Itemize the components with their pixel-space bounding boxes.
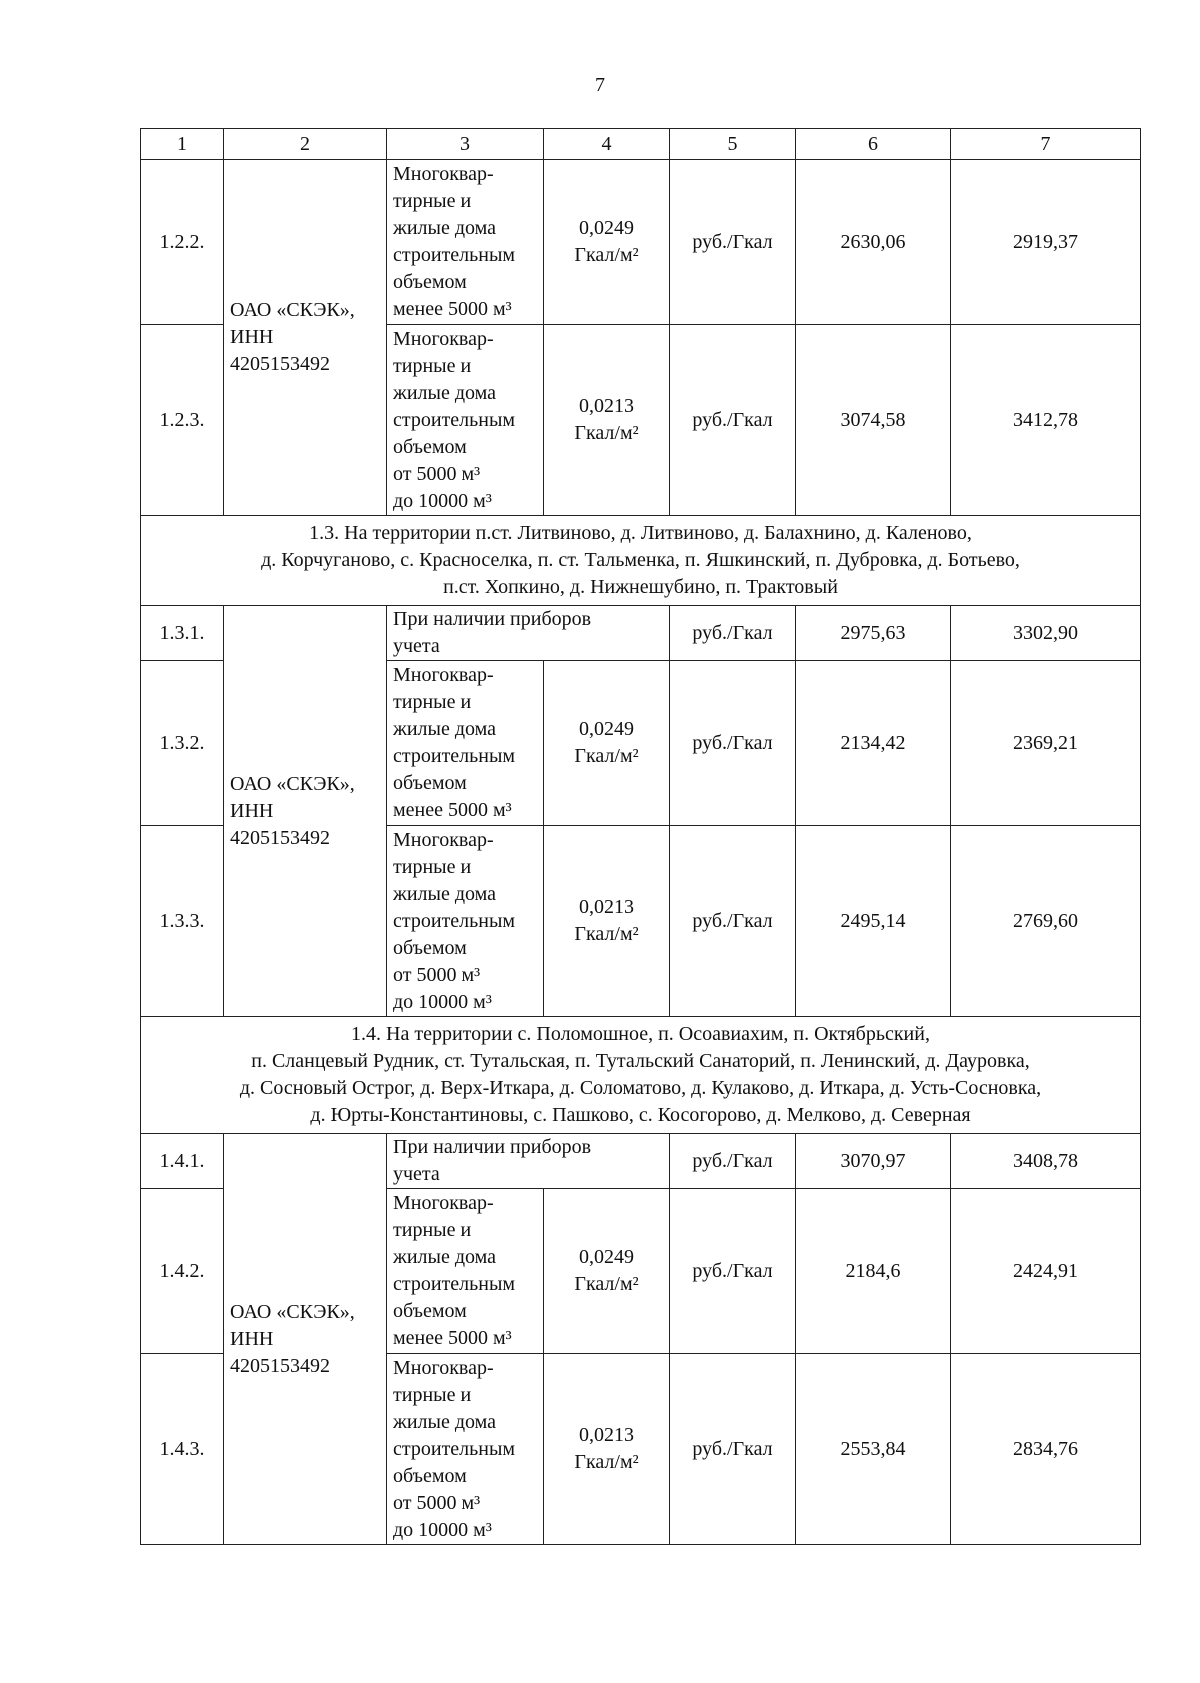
description-line: от 5000 м³ [393, 1491, 481, 1514]
tariff-value-6: 2553,84 [796, 1354, 951, 1545]
description-line: объемом [393, 772, 467, 794]
norm-line: 0,0249 [579, 217, 634, 239]
description-line: менее 5000 м³ [393, 1327, 512, 1349]
section-row [141, 516, 1141, 606]
description-line: строительным [393, 745, 516, 767]
section-heading-line: п. Сланцевый Рудник, ст. Тутальская, п. Тутальский Санаторий, п. Ленинский, д. Дауровка, [251, 1050, 1030, 1072]
row-number: 1.2.3. [141, 325, 224, 516]
description-line: Многоквар- [393, 163, 494, 185]
description-cell [387, 1134, 670, 1189]
column-number: 2 [224, 129, 387, 160]
page-number: 7 [595, 74, 605, 96]
description-line: объемом [393, 936, 467, 959]
unit-cell: руб./Гкал [670, 1189, 796, 1354]
description-cell [387, 160, 544, 325]
description-line: Многоквар- [393, 828, 494, 851]
norm-line: 0,0213 [579, 896, 634, 918]
section-heading-line: 1.4. На территории с. Поломошное, п. Осоавиахим, п. Октябрьский, [351, 1023, 930, 1045]
organization-inn: 4205153492 [230, 826, 330, 849]
tariff-value-6: 2184,6 [796, 1189, 951, 1354]
description-line: тирные и [393, 855, 472, 878]
column-number: 5 [670, 129, 796, 160]
description-line: строительным [393, 244, 516, 266]
organization-inn_label: ИНН [230, 1327, 274, 1350]
tariff-value-7: 2834,76 [951, 1354, 1141, 1545]
column-number: 4 [544, 129, 670, 160]
tariff-value-6: 2134,42 [796, 661, 951, 826]
section-heading-line: п.ст. Хопкино, д. Нижнешубино, п. Трактовый [443, 576, 838, 598]
unit-cell: руб./Гкал [670, 661, 796, 826]
column-number: 3 [387, 129, 544, 160]
column-number: 1 [141, 129, 224, 160]
organization-cell [224, 606, 387, 1017]
description-line: тирные и [393, 1219, 472, 1241]
description-line: тирные и [393, 190, 472, 212]
tariff-value-7: 3408,78 [951, 1134, 1141, 1189]
row-number: 1.4.2. [141, 1189, 224, 1354]
tariff-value-6: 3074,58 [796, 325, 951, 516]
table-row [141, 606, 1141, 661]
section-row [141, 1017, 1141, 1134]
description-cell [387, 1189, 544, 1354]
table-row [141, 1134, 1141, 1189]
description-cell [387, 606, 670, 661]
description-line: менее 5000 м³ [393, 298, 512, 320]
description-line: от 5000 м³ [393, 462, 481, 485]
organization-inn: 4205153492 [230, 1354, 330, 1377]
description-line: При наличии приборов [393, 608, 592, 630]
row-number: 1.2.2. [141, 160, 224, 325]
description-cell [387, 661, 544, 826]
tariff-value-7: 2369,21 [951, 661, 1141, 826]
description-line: Многоквар- [393, 664, 494, 686]
unit-cell: руб./Гкал [670, 606, 796, 661]
description-line: до 10000 м³ [393, 489, 492, 512]
description-cell [387, 826, 544, 1017]
description-line: Многоквар- [393, 327, 494, 350]
row-number: 1.3.2. [141, 661, 224, 826]
description-line: объемом [393, 1464, 467, 1487]
norm-line: Гкал/м² [574, 745, 639, 767]
unit-cell: руб./Гкал [670, 1354, 796, 1545]
description-line: объемом [393, 435, 467, 458]
description-line: учета [393, 635, 440, 657]
section-heading-line: д. Юрты-Константиновы, с. Пашково, с. Косогорово, д. Мелково, д. Северная [310, 1104, 971, 1126]
norm-cell [544, 826, 670, 1017]
norm-line: 0,0249 [579, 718, 634, 740]
norm-cell [544, 1354, 670, 1545]
tariff-value-6: 2495,14 [796, 826, 951, 1017]
header-row [141, 129, 1141, 160]
tariff-value-7: 2769,60 [951, 826, 1141, 1017]
section-heading-line: д. Сосновый Острог, д. Верх-Иткара, д. Соломатово, д. Кулаково, д. Иткара, д. Усть-Сосновка, [239, 1077, 1042, 1099]
description-line: жилые дома [393, 718, 497, 740]
description-line: от 5000 м³ [393, 963, 481, 986]
description-line: жилые дома [393, 1410, 497, 1433]
description-line: до 10000 м³ [393, 1518, 492, 1541]
norm-line: Гкал/м² [574, 422, 639, 444]
organization-cell [224, 160, 387, 516]
description-line: тирные и [393, 691, 472, 713]
description-line: жилые дома [393, 217, 497, 239]
norm-cell [544, 661, 670, 826]
norm-line: Гкал/м² [574, 923, 639, 945]
section-heading [141, 1017, 1141, 1134]
organization-cell [224, 1134, 387, 1545]
section-heading [141, 516, 1141, 606]
description-line: Многоквар- [393, 1356, 494, 1379]
row-number: 1.3.3. [141, 826, 224, 1017]
organization-inn_label: ИНН [230, 326, 274, 348]
section-heading-line: 1.3. На территории п.ст. Литвиново, д. Литвиново, д. Балахнино, д. Каленово, [309, 522, 972, 544]
tariff-value-6: 3070,97 [796, 1134, 951, 1189]
norm-line: 0,0249 [579, 1246, 634, 1268]
tariff-value-7: 2919,37 [951, 160, 1141, 325]
tariff-value-7: 3302,90 [951, 606, 1141, 661]
column-number: 7 [951, 129, 1141, 160]
description-line: При наличии приборов [393, 1136, 592, 1158]
description-line: жилые дома [393, 381, 497, 404]
tariff-value-6: 2975,63 [796, 606, 951, 661]
tariff-value-6: 2630,06 [796, 160, 951, 325]
column-number: 6 [796, 129, 951, 160]
unit-cell: руб./Гкал [670, 826, 796, 1017]
organization-inn_label: ИНН [230, 799, 274, 822]
description-line: до 10000 м³ [393, 990, 492, 1013]
description-line: тирные и [393, 354, 472, 377]
norm-line: 0,0213 [579, 395, 634, 417]
tariff-value-7: 2424,91 [951, 1189, 1141, 1354]
unit-cell: руб./Гкал [670, 325, 796, 516]
description-line: объемом [393, 1300, 467, 1322]
norm-cell [544, 325, 670, 516]
row-number: 1.3.1. [141, 606, 224, 661]
description-line: объемом [393, 271, 467, 293]
description-line: строительным [393, 909, 516, 932]
norm-line: Гкал/м² [574, 1273, 639, 1295]
row-number: 1.4.1. [141, 1134, 224, 1189]
organization-name: ОАО «СКЭК», [230, 299, 355, 321]
norm-line: Гкал/м² [574, 244, 639, 266]
description-line: тирные и [393, 1383, 472, 1406]
unit-cell: руб./Гкал [670, 160, 796, 325]
organization-inn: 4205153492 [230, 353, 330, 375]
table-row [141, 160, 1141, 325]
tariff-table [140, 128, 1141, 1545]
description-line: Многоквар- [393, 1192, 494, 1214]
description-line: жилые дома [393, 1246, 497, 1268]
norm-line: 0,0213 [579, 1424, 634, 1446]
description-line: строительным [393, 408, 516, 431]
description-cell [387, 1354, 544, 1545]
organization-name: ОАО «СКЭК», [230, 772, 355, 795]
tariff-value-7: 3412,78 [951, 325, 1141, 516]
norm-cell [544, 160, 670, 325]
description-line: строительным [393, 1273, 516, 1295]
organization-name: ОАО «СКЭК», [230, 1300, 355, 1323]
description-line: учета [393, 1163, 440, 1185]
norm-cell [544, 1189, 670, 1354]
description-cell [387, 325, 544, 516]
description-line: жилые дома [393, 882, 497, 905]
row-number: 1.4.3. [141, 1354, 224, 1545]
unit-cell: руб./Гкал [670, 1134, 796, 1189]
section-heading-line: д. Корчуганово, с. Красноселка, п. ст. Тальменка, п. Яшкинский, п. Дубровка, д. Ботьево, [261, 549, 1020, 571]
description-line: строительным [393, 1437, 516, 1460]
norm-line: Гкал/м² [574, 1451, 639, 1473]
description-line: менее 5000 м³ [393, 799, 512, 821]
